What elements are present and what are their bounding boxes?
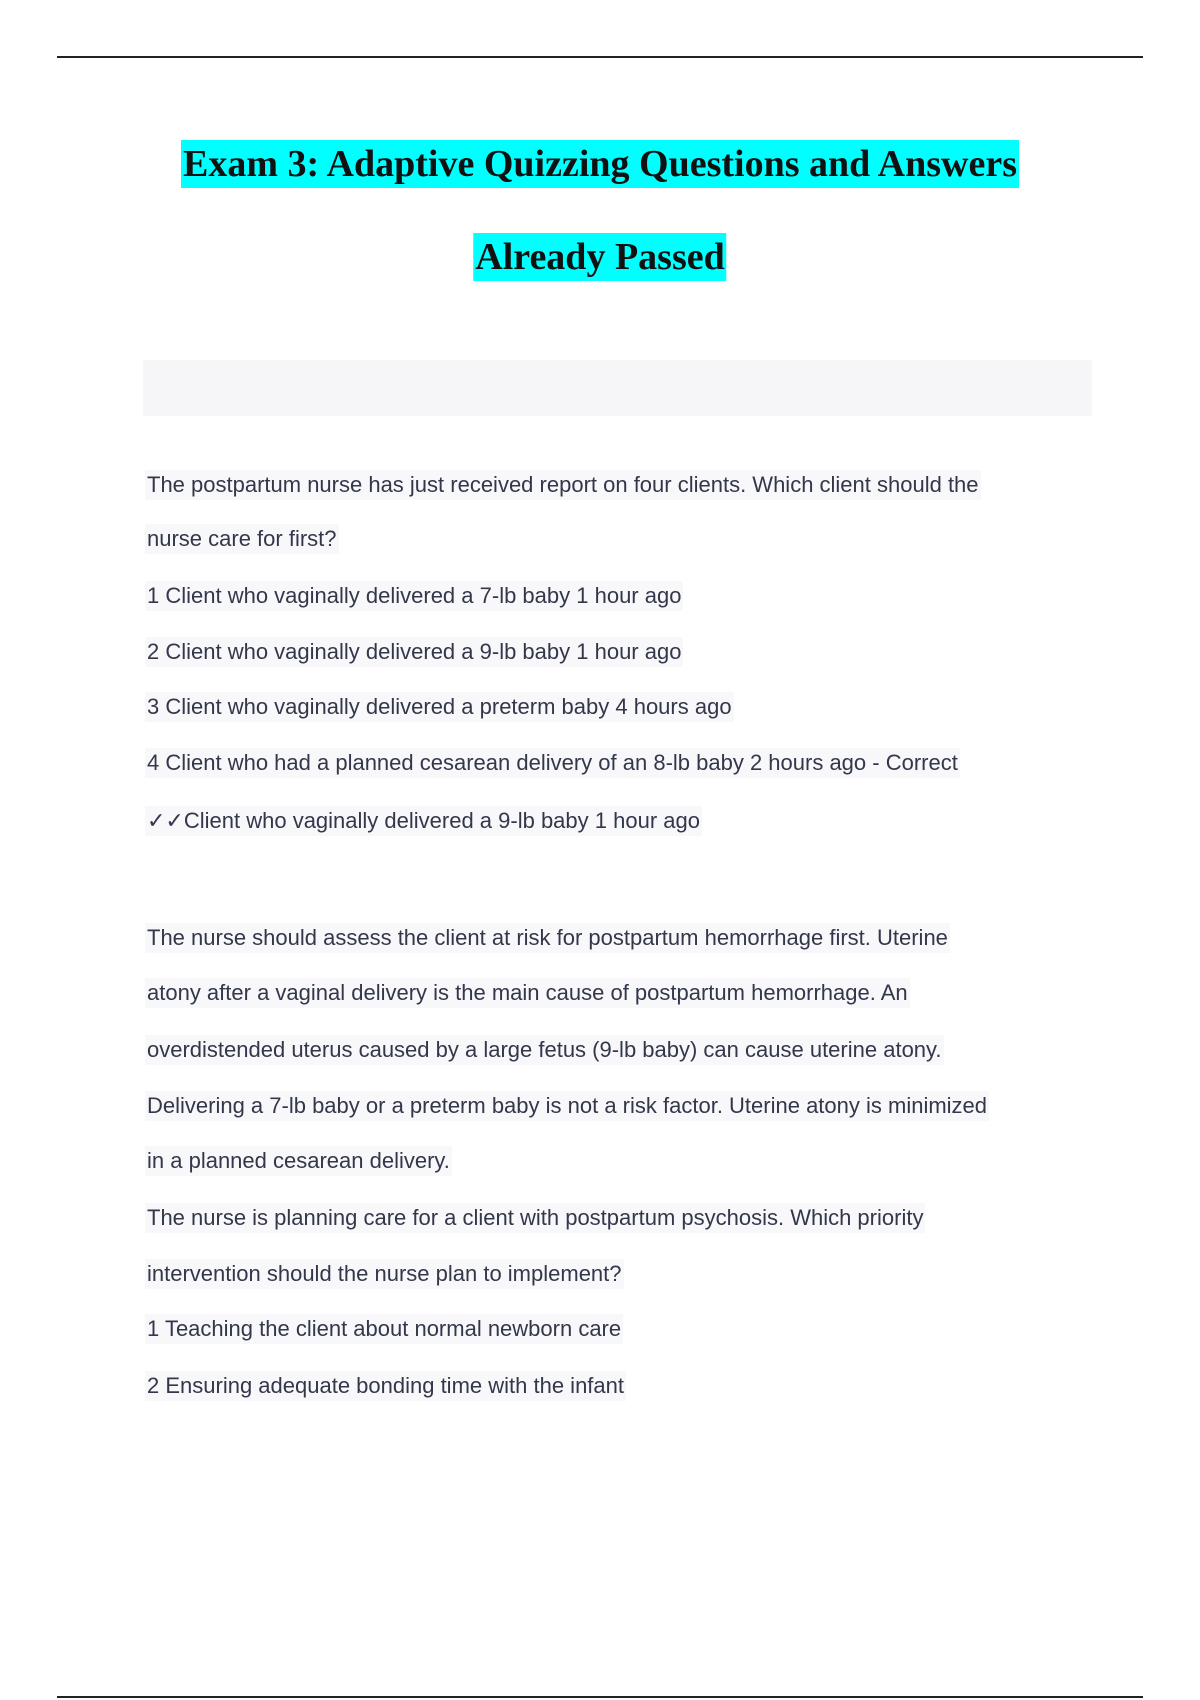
blank-banner [143, 360, 1092, 416]
question-2-text-line-2: intervention should the nurse plan to implement? [145, 1259, 624, 1289]
question-1-text-line-2: nurse care for first? [145, 524, 339, 554]
question-2-option-2: 2 Ensuring adequate bonding time with the infant [145, 1371, 626, 1401]
question-2-text-line-1: The nurse is planning care for a client with postpartum psychosis. Which priority [145, 1203, 925, 1233]
question-1-option-4: 4 Client who had a planned cesarean delivery of an 8-lb baby 2 hours ago - Correct [145, 748, 960, 778]
question-2-option-1: 1 Teaching the client about normal newborn care [145, 1314, 623, 1344]
question-1-text-line-1: The postpartum nurse has just received report on four clients. Which client should the [145, 470, 981, 500]
footer-rule [57, 1696, 1143, 1698]
rationale-line-2: atony after a vaginal delivery is the main cause of postpartum hemorrhage. An [145, 978, 910, 1008]
question-1-option-3: 3 Client who vaginally delivered a preterm baby 4 hours ago [145, 692, 734, 722]
question-1-option-1: 1 Client who vaginally delivered a 7-lb baby 1 hour ago [145, 581, 683, 611]
question-1-option-2: 2 Client who vaginally delivered a 9-lb baby 1 hour ago [145, 637, 683, 667]
header-rule [57, 56, 1143, 58]
rationale-line-3: overdistended uterus caused by a large fetus (9-lb baby) can cause uterine atony. [145, 1035, 944, 1065]
rationale-line-5: in a planned cesarean delivery. [145, 1146, 452, 1176]
question-1-answer: ✓✓Client who vaginally delivered a 9-lb baby 1 hour ago [145, 806, 702, 836]
rationale-line-1: The nurse should assess the client at risk for postpartum hemorrhage first. Uterine [145, 923, 950, 953]
title-line-1: Exam 3: Adaptive Quizzing Questions and Answers [181, 140, 1019, 188]
rationale-line-4: Delivering a 7-lb baby or a preterm baby is not a risk factor. Uterine atony is minimized [145, 1091, 989, 1121]
title-line-2: Already Passed [473, 233, 726, 281]
